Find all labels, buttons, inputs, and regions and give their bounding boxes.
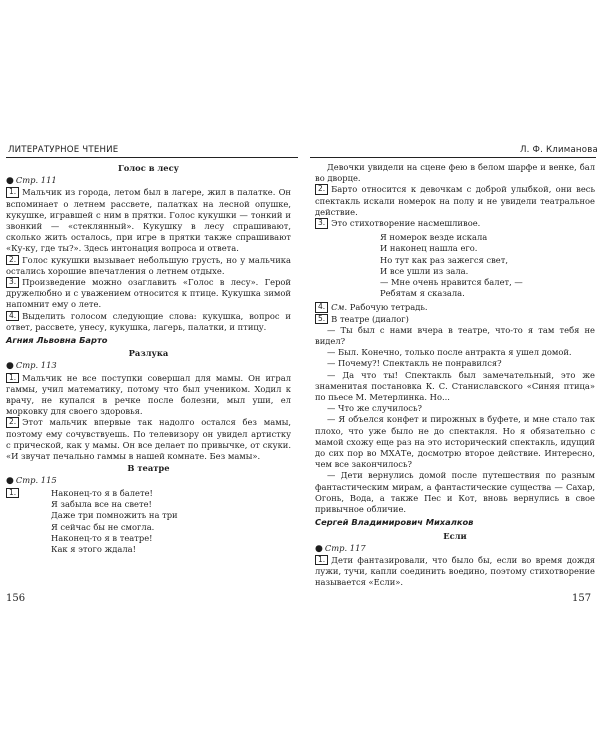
running-head-left: ЛИТЕРАТУРНОЕ ЧТЕНИЕ	[8, 145, 119, 155]
answer-item: 2. Голос кукушки вызывает небольшую грусть, но у мальчика остались хорошие впечатления о летнем отдыхе.	[6, 254, 291, 276]
poem-line: Даже три помножить на три	[51, 510, 178, 521]
answer-item: 3. Это стихотворение насмешливое.	[315, 218, 595, 229]
dialogue-line: — Да что ты! Спектакль был замечательный, это же знаменитая постановка К. С. Станиславского «Синяя птица» по пьесе М. Метерлинка. Но...	[315, 369, 595, 403]
bullet-icon: ●	[315, 543, 323, 554]
item-number-box: 2.	[315, 184, 328, 195]
dialogue-line: — Почему?! Спектакль не понравился?	[327, 358, 502, 369]
answer-item: 2. Этот мальчик впервые так надолго остался без мамы, поэтому ему сочувствуешь. По телевизору он увидел артистку с прической, как у мамы. Он все делает по привычке, от скуки. «И звучат печально гаммы в нашей комнате. Без мамы».	[6, 417, 291, 462]
page-ref: ● Стр. 111	[6, 175, 57, 187]
poem-block	[51, 488, 291, 555]
poem-line: Я сейчас бы не смогла.	[51, 521, 155, 532]
header-rule-left	[6, 157, 298, 158]
poem-line: Ребятам я сказала.	[380, 288, 465, 299]
bullet-icon: ●	[6, 176, 14, 187]
section-title-golos: Голос в лесу	[117, 163, 180, 173]
poem-line: И наконец нашла его.	[380, 243, 478, 254]
dialogue-line: — Что же случилось?	[327, 403, 422, 414]
bullet-icon: ●	[6, 361, 14, 372]
page-ref: ● Стр. 113	[6, 360, 57, 372]
item-number-box: 2.	[6, 417, 19, 428]
right-column	[315, 162, 595, 589]
author-barto: Агния Львовна Барто	[6, 335, 108, 346]
poem-line: Я номерок везде искала	[380, 232, 488, 243]
section-title-esli: Если	[443, 530, 467, 541]
item-number-box: 3.	[6, 277, 19, 288]
poem-line: — Мне очень нравится балет, —	[380, 277, 523, 288]
poem-block	[380, 232, 595, 299]
answer-item: 2. Барто относится к девочкам с доброй улыбкой, они весь спектакль искали номерок на полу и не увидели театральное действие.	[315, 184, 595, 217]
item-number-box: 1.	[6, 187, 19, 198]
poem-line: И все ушли из зала.	[380, 265, 469, 276]
answer-item: 4. См. Рабочую тетрадь.	[315, 302, 595, 313]
item-number-box: 4.	[6, 311, 19, 322]
answer-item: 1. Дети фантазировали, что было бы, если во время дождя лужи, тучи, капли соединить воедино, поэтому стихотворение называется «Если».	[315, 554, 595, 588]
answer-item: 1. Мальчик из города, летом был в лагере, жил в палатке. Он вспоминает о летнем рассвете, палатках на лесной опушке, кукушке, игравшей с ним в прятки. Голос кукушки — тонкий и звонкий — «стеклянный». Кукушку в лесу спрашивают, сколько жить осталось, при игре в прятки также спрашивают «Ку-ку, где ты?». Здесь интонация вопроса и ответа.	[6, 187, 291, 254]
poem-line: Я забыла все на свете!	[51, 499, 152, 510]
answer-item: 3. Произведение можно озаглавить «Голос в лесу». Герой дружелюбно и с уважением относится к птице. Кукушка зимой напомнит ему о лете.	[6, 277, 291, 310]
dialogue-line: — Я объелся конфет и пирожных в буфете, и мне стало так плохо, что уже было не до спектакля. Но я обязательно с мамой схожу еще раз на это исторический спектакль, идущий до сих пор во МХАТе, досмотрю второе действие. Интересно, чем все закончилось?	[315, 414, 595, 470]
section-title-razluka: Разлука	[128, 348, 169, 359]
answer-item: 5. В театре (диалог)	[315, 314, 595, 325]
poem-line: Наконец-то я в балете!	[51, 487, 153, 498]
dialogue-line: — Ты был с нами вчера в театре, что-то я там тебя не видел?	[315, 324, 595, 347]
item-number-box: 4.	[315, 302, 328, 313]
dialogue-line: — Дети вернулись домой после путешествия по разным фантастическим мирам, а фантастические существа — Сахар, Огонь, Вода, а также Пес и Кот, вновь вернулись в свое привычное обличие.	[315, 470, 595, 515]
item-number-box: 1.	[6, 488, 19, 499]
running-head-right: Л. Ф. Климанова	[520, 145, 598, 155]
section-title-v-teatre: В театре	[127, 463, 170, 474]
page-number-left: 156	[6, 593, 26, 604]
page-ref: ● Стр. 115	[6, 475, 57, 487]
page-number-right: 157	[572, 593, 592, 604]
answer-continuation: Девочки увидели на сцене фею в белом шарфе и венке, бал во дворце.	[315, 162, 595, 184]
bullet-icon: ●	[6, 476, 14, 487]
item-number-box: 3.	[315, 218, 328, 229]
right-page	[300, 0, 600, 750]
left-column	[6, 162, 291, 555]
answer-item: 1. Мальчик не все поступки совершал для мамы. Он играл гаммы, учил математику, потому что был учеником. Ходил к врачу, не купался в речке после болезни, мыл уши, ел морковку для своего здоровья.	[6, 372, 291, 417]
item-number-box: 1.	[315, 555, 328, 566]
poem-line: Наконец-то я в театре!	[51, 532, 153, 543]
poem-line: Но тут как раз зажегся свет,	[380, 254, 508, 265]
answer-item: 4. Выделить голосом следующие слова: кукушка, вопрос и ответ, рассвете, унесу, кукушка, лагерь, палатки, и птицу.	[6, 310, 291, 332]
page-ref: ● Стр. 117	[315, 542, 366, 554]
item-number-box: 2.	[6, 255, 19, 266]
poem-line: Как я этого ждала!	[51, 543, 136, 554]
dialogue-line: — Был. Конечно, только после антракта я ушел домой.	[327, 347, 572, 358]
item-number-box: 5.	[315, 314, 328, 325]
header-rule-right	[310, 157, 596, 158]
author-mikhalkov: Сергей Владимирович Михалков	[315, 517, 474, 528]
item-number-box: 1.	[6, 373, 19, 384]
